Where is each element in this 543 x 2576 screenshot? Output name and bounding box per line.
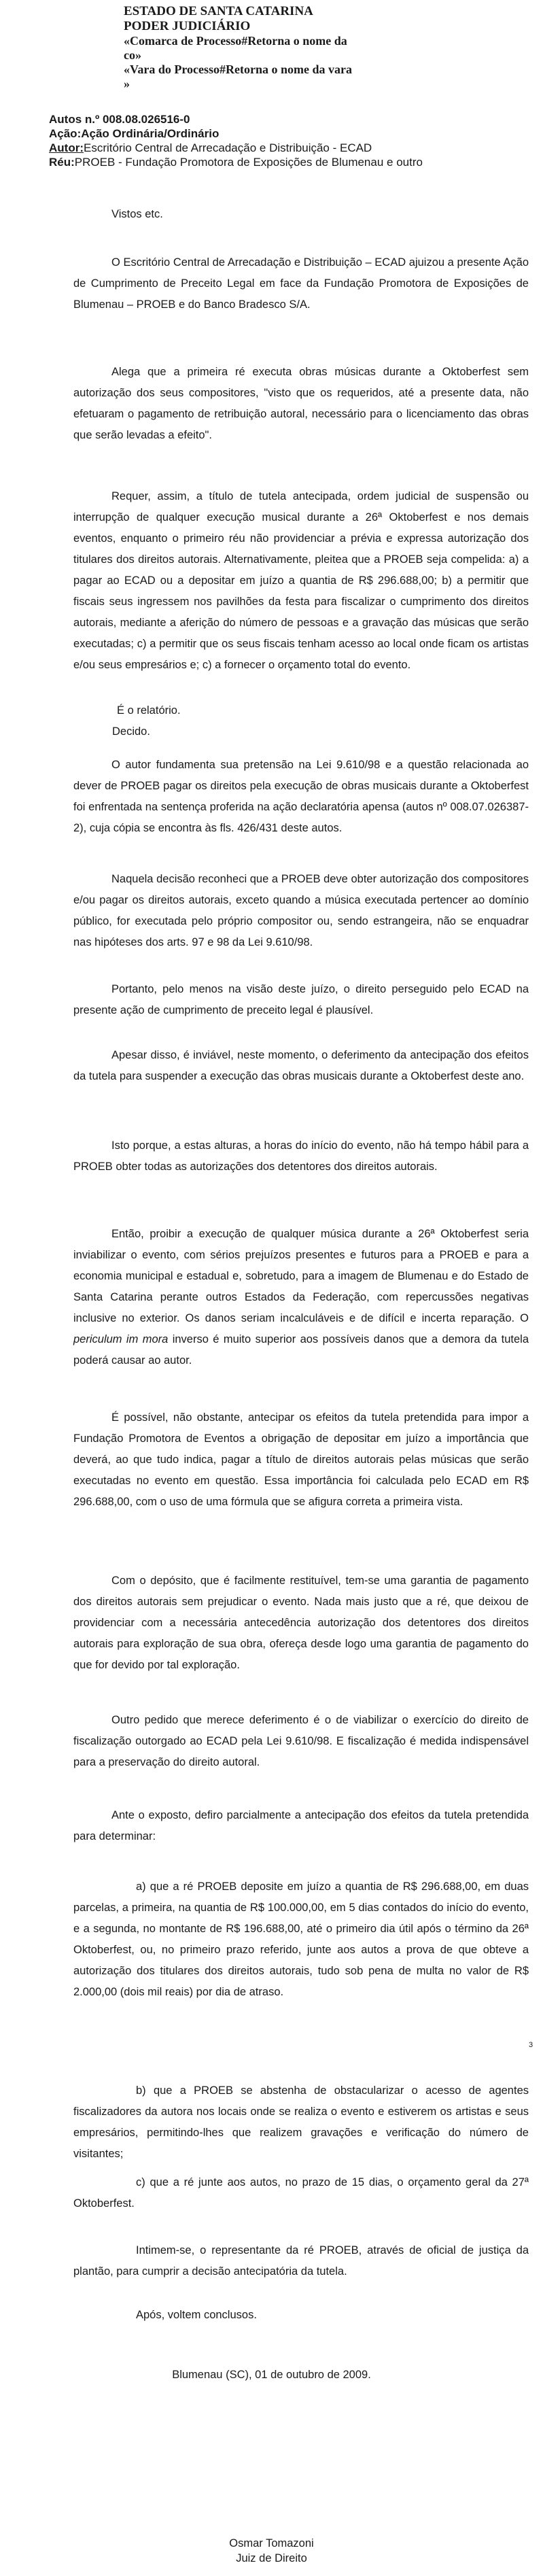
paragraph-item-b-text: b) que a PROEB se abstenha de obstacularizar o acesso de agentes fiscalizadores da autora nos locais onde se realiza o evento e estiverem os artistas e seus empresários, permitindo-lhes que realizem gravações e verificação do número de visitantes;	[73, 2084, 529, 2160]
case-number-value: 008.08.026516-0	[102, 113, 190, 126]
header-vara: «Vara do Processo#Retorna o nome da vara »	[124, 63, 352, 90]
defendant-value: PROEB - Fundação Promotora de Exposições de Blumenau e outro	[74, 156, 423, 169]
paragraph-intro-text: O Escritório Central de Arrecadação e Distribuição – ECAD ajuizou a presente Ação de Cumprimento de Preceito Legal em face da Fundação Promotora de Exposições de Blumenau – PROEB e do Banco Bradesco S/A.	[73, 256, 529, 311]
paragraph-item-c	[73, 2172, 529, 2214]
paragraph-requer	[73, 486, 529, 676]
paragraph-decido: Decido.	[112, 725, 150, 738]
paragraph-ante	[73, 1805, 529, 1847]
paragraph-naquela	[73, 869, 529, 953]
paragraph-intro	[73, 252, 529, 315]
defendant-line	[49, 155, 525, 169]
defendant-label: Réu:	[49, 156, 75, 169]
paragraph-entao	[73, 1224, 529, 1371]
paragraph-intimem	[73, 2240, 529, 2282]
paragraph-outro-pedido	[73, 1710, 529, 1773]
paragraph-ante-text: Ante o exposto, defiro parcialmente a antecipação dos efeitos da tutela pretendida para determinar:	[73, 1809, 529, 1842]
signature-title: Juiz de Direito	[236, 2552, 307, 2564]
signature-name: Osmar Tomazoni	[229, 2537, 314, 2549]
paragraph-apesar-text: Apesar disso, é inviável, neste momento, o deferimento da antecipação dos efeitos da tutela para suspender a execução das obras musicais durante a Oktoberfest deste ano.	[73, 1049, 529, 1082]
paragraph-portanto	[73, 979, 529, 1021]
header-comarca: «Comarca de Processo#Retorna o nome da co»	[124, 34, 347, 62]
paragraph-apos: Após, voltem conclusos.	[136, 2309, 257, 2321]
paragraph-deposito	[73, 1570, 529, 1676]
paragraph-possivel-text: É possível, não obstante, antecipar os efeitos da tutela pretendida para impor a Fundação Promotora de Eventos a obrigação de depositar em juízo a importância que deverá, ao que tudo indica, pagar a título de direitos autorais pelas músicas que serão executadas no evento em questão. Essa importância foi calculada pelo ECAD em R$ 296.688,00, com o uso de uma fórmula que se afigura correta a primeira vista.	[73, 1411, 529, 1508]
document-header	[124, 4, 355, 91]
paragraph-item-b	[73, 2080, 529, 2165]
paragraph-fundamento	[73, 755, 529, 839]
paragraph-item-a	[73, 1876, 529, 2003]
action-line	[49, 126, 525, 141]
case-number-label: Autos n.º	[49, 113, 100, 126]
document-date: Blumenau (SC), 01 de outubro de 2009.	[172, 2369, 371, 2381]
paragraph-isto-text: Isto porque, a estas alturas, a horas do início do evento, não há tempo hábil para a PROEB obter todas as autorizações dos detentores dos direitos autorais.	[73, 1139, 529, 1173]
header-power: PODER JUDICIÁRIO	[124, 19, 251, 33]
paragraph-apesar	[73, 1045, 529, 1087]
plaintiff-value: Escritório Central de Arrecadação e Distribuição - ECAD	[83, 141, 372, 154]
paragraph-requer-text: Requer, assim, a título de tutela antecipada, ordem judicial de suspensão ou interrupção de qualquer execução musical durante a 26ª Oktoberfest e nos demais eventos, enquanto o primeiro réu não providenciar a prévia e expressa autorização dos titulares dos direitos autorais. Alternativamente, pleitea que a PROEB seja compelida: a) a pagar ao ECAD ou a depositar em juízo a quantia de R$ 296.688,00; b) a permitir que fiscais seus ingressem nos pavilhões da festa para fiscalizar o cumprimento dos direitos autorais, mediante a aferição do número de pessoas e a gravação das músicas que serão executadas; c) a permitir que os seus fiscais tenham acesso ao local onde ficam os artistas e/ou seus empresários e; c) a fornecer o orçamento total do evento.	[73, 490, 529, 671]
paragraph-item-c-text: c) que a ré junte aos autos, no prazo de 15 dias, o orçamento geral da 27ª Oktoberfest.	[73, 2176, 529, 2210]
paragraph-relatorio: É o relatório.	[117, 704, 181, 717]
page-number: 3	[529, 2041, 533, 2049]
plaintiff-label: Autor:	[49, 141, 84, 154]
paragraph-deposito-text: Com o depósito, que é facilmente restituível, tem-se uma garantia de pagamento dos direitos autorais sem prejudicar o evento. Nada mais justo que a ré, que deixou de providenciar com a necessária antecedência autorização dos detentores dos direitos autorais para exploração de sua obra, ofereça desde logo uma garantia de pagamento do que for devido por tal exploração.	[73, 1575, 529, 1671]
paragraph-alega-text: Alega que a primeira ré executa obras músicas durante a Oktoberfest sem autorização dos seus compositores, "visto que os requeridos, até a presente data, não efetuaram o pagamento de retribuição autoral, necessário para o licenciamento das obras que serão levadas a efeito".	[73, 366, 529, 441]
paragraph-isto	[73, 1135, 529, 1178]
paragraph-item-a-text: a) que a ré PROEB deposite em juízo a quantia de R$ 296.688,00, em duas parcelas, a primeira, na quantia de R$ 100.000,00, em 5 dias contados do início do evento, e a segunda, no montante de R$ 196.688,00, até o primeiro dia útil após o término da 26ª Oktoberfest, ou, no primeiro prazo referido, junte aos autos a prova de que obteve a autorização dos titulares dos direitos autorais, tudo sob pena de multa no valor de R$ 2.000,00 (dois mil reais) por dia de atraso.	[73, 1881, 529, 1998]
case-number-line	[49, 112, 525, 126]
action-label: Ação:	[49, 127, 82, 140]
paragraph-possivel	[73, 1407, 529, 1513]
paragraph-naquela-text: Naquela decisão reconheci que a PROEB deve obter autorização dos compositores e/ou pagar os direitos autorais, exceto quando a música executada pertencer ao domínio público, for executada pelo próprio compositor ou, sendo estrangeira, não se enquadrar nas hipóteses dos arts. 97 e 98 da Lei 9.610/98.	[73, 873, 529, 948]
case-info	[49, 112, 525, 169]
paragraph-alega	[73, 362, 529, 446]
plaintiff-line	[49, 141, 525, 155]
paragraph-portanto-text: Portanto, pelo menos na visão deste juízo, o direito perseguido pelo ECAD na presente ação de cumprimento de preceito legal é plausível.	[73, 983, 529, 1016]
action-value: Ação Ordinária/Ordinário	[81, 127, 220, 140]
paragraph-fundamento-text: O autor fundamenta sua pretensão na Lei 9.610/98 e a questão relacionada ao dever de PROEB pagar os direitos pela execução de obras musicais durante a Oktoberfest foi enfrentada na sentença proferida na ação declaratória apensa (autos nº 008.07.026387-2), cuja cópia se encontra às fls. 426/431 deste autos.	[73, 759, 529, 834]
paragraph-entao-text-a: Então, proibir a execução de qualquer música durante a 26ª Oktoberfest seria inviabilizar o evento, com sérios prejuízos presentes e futuros para a PROEB e para a economia municipal e estadual e, sobretudo, para a imagem de Blumenau e do Estado de Santa Catarina perante outros Estados da Federação, com repercussões negativas inclusive no exterior. Os danos seriam incalculáveis e de difícil e incerta reparação. O	[73, 1228, 529, 1324]
paragraph-outro-pedido-text: Outro pedido que merece deferimento é o de viabilizar o exercício do direito de fiscalização outorgado ao ECAD pela Lei 9.610/98. E fiscalização é medida indispensável para a preservação do direito autoral.	[73, 1714, 529, 1768]
paragraph-entao-text-b: inverso é muito superior aos possíveis danos que a demora da tutela poderá causar ao autor.	[73, 1333, 529, 1367]
paragraph-entao-latin: periculum im mora	[73, 1333, 169, 1345]
header-state: ESTADO DE SANTA CATARINA	[124, 4, 313, 18]
paragraph-vistos: Vistos etc.	[111, 208, 163, 220]
paragraph-intimem-text: Intimem-se, o representante da ré PROEB, através de oficial de justiça da plantão, para cumprir a decisão antecipatória da tutela.	[73, 2244, 529, 2278]
